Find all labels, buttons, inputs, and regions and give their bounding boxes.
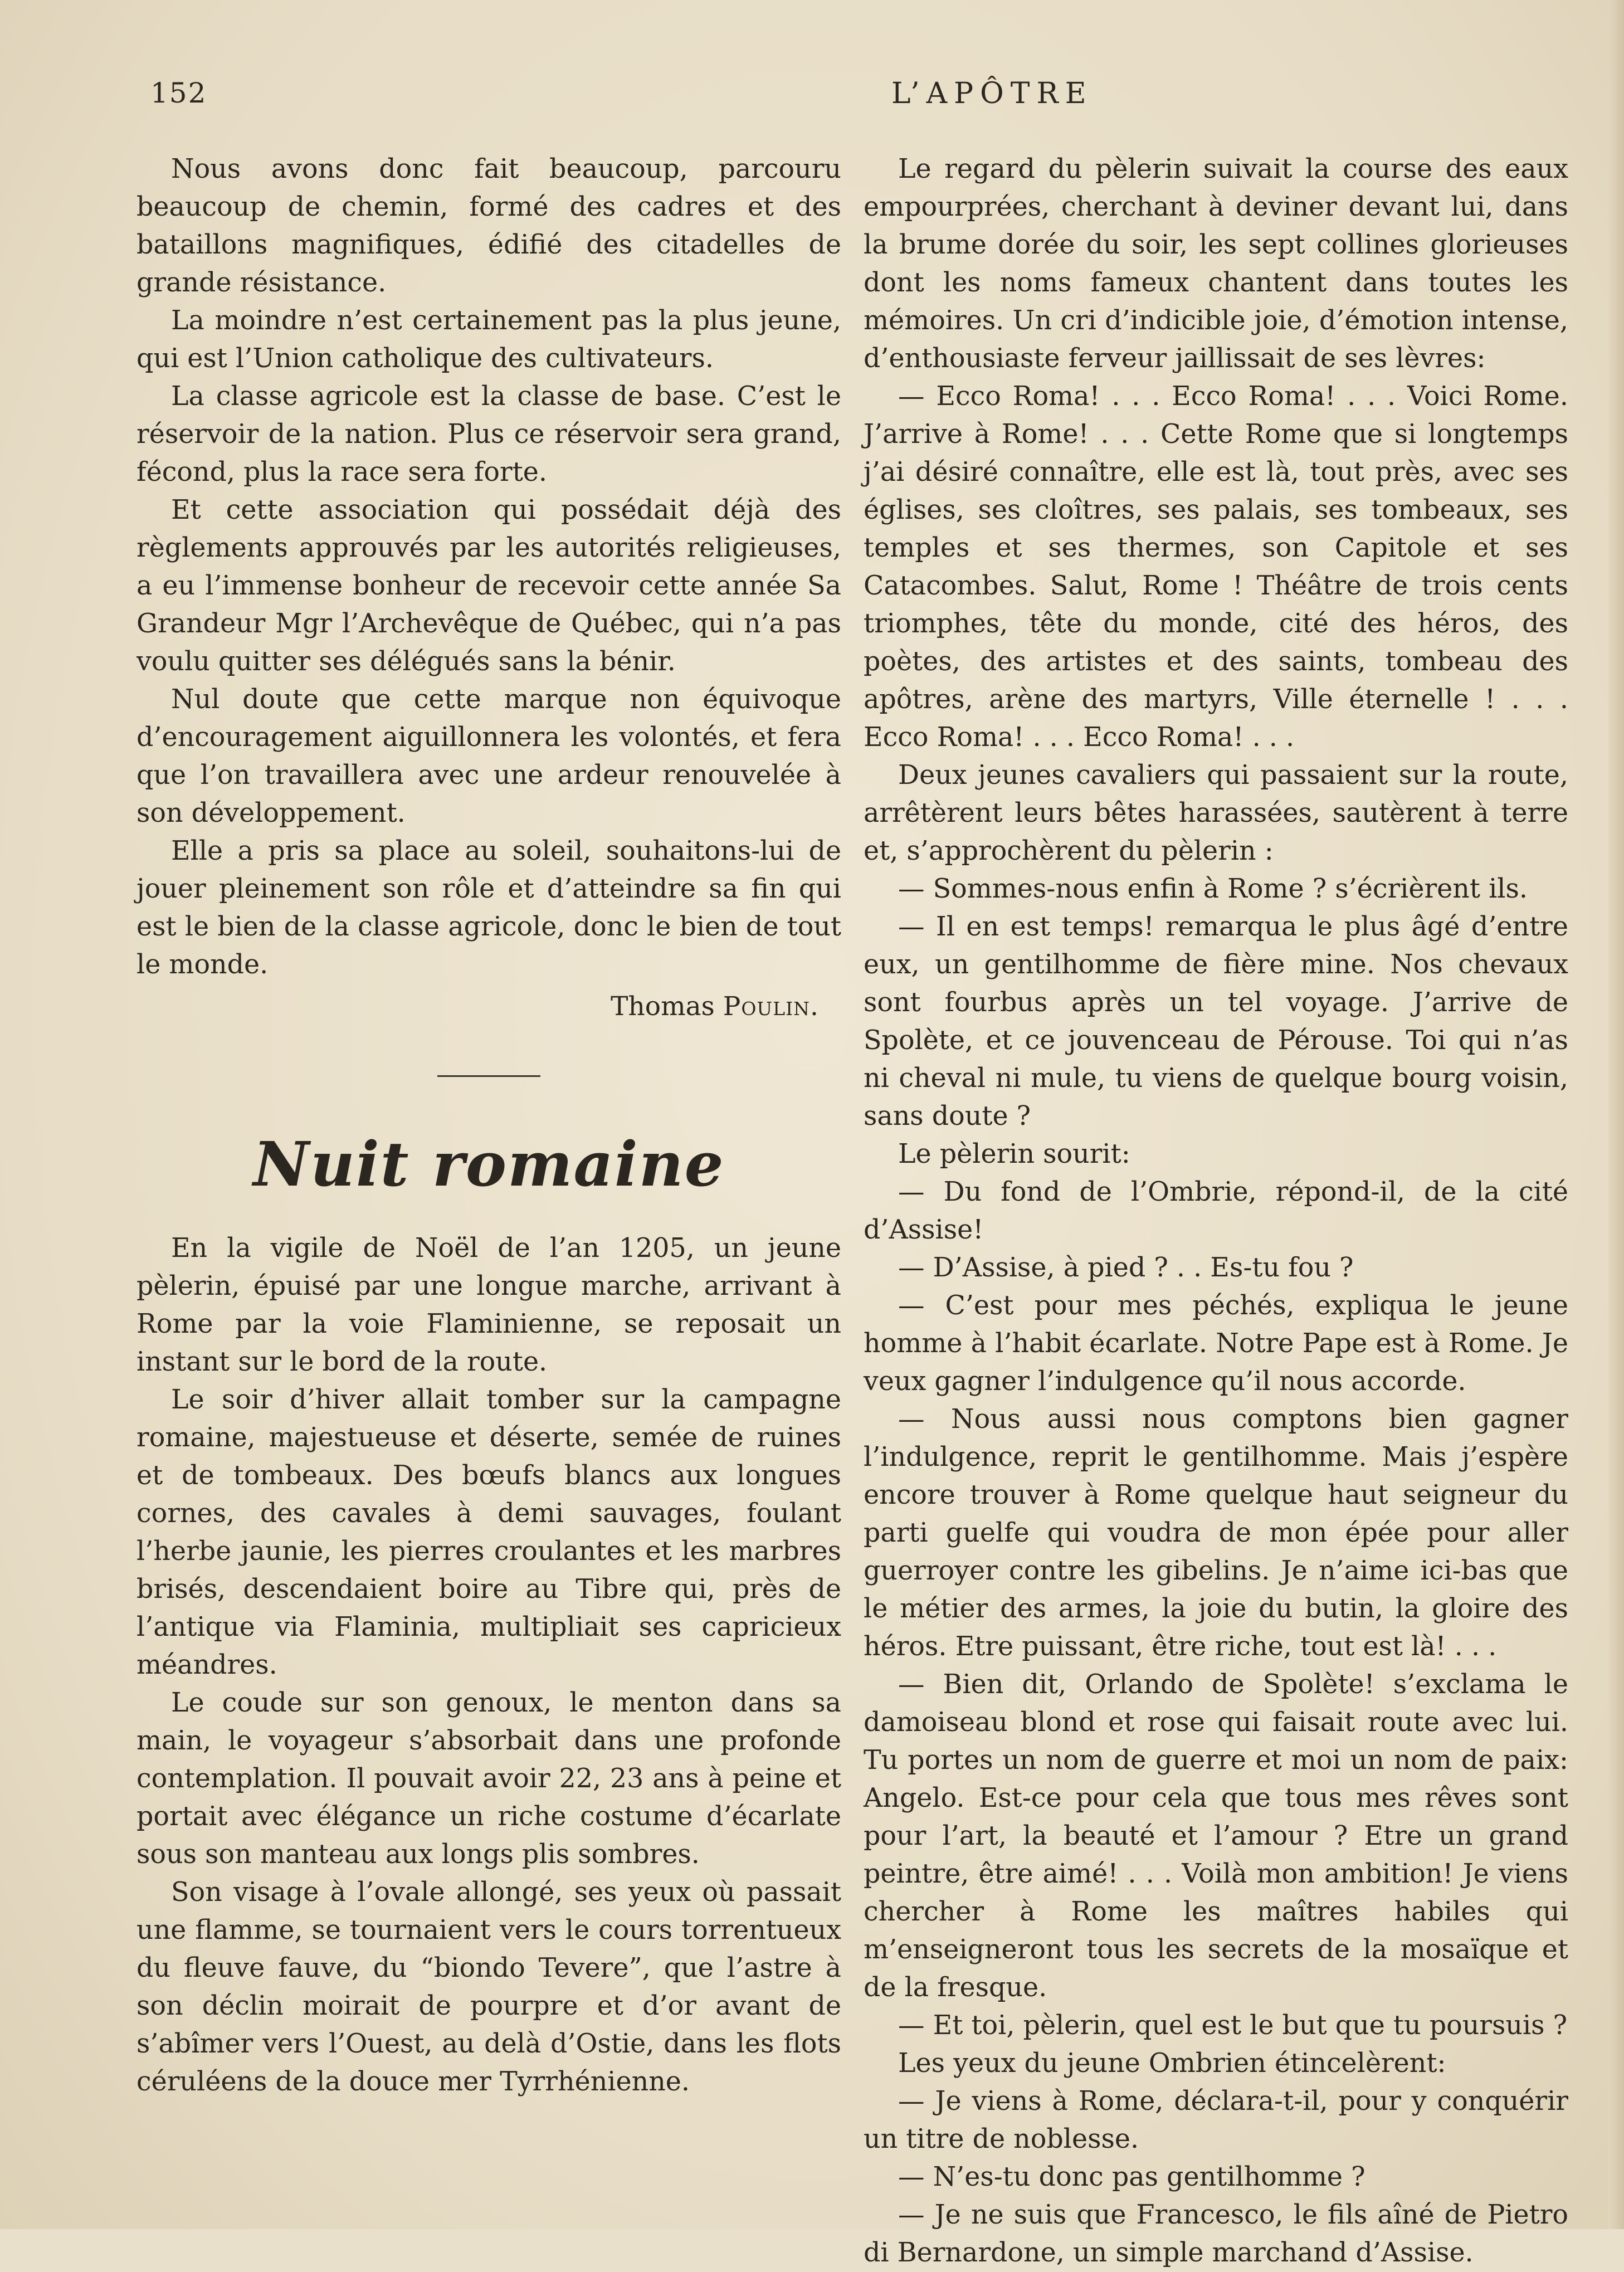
section-title: Nuit romaine bbox=[253, 1128, 725, 1200]
paragraph: La moindre n’est certainement pas la plus jeune, qui est l’Union catholique des cultivateurs. bbox=[136, 305, 841, 374]
paragraph: — Il en est temps! remarqua le plus âgé d’entre eux, un gentilhomme de fière mine. Nos chevaux sont fourbus après un tel voyage. J’arrive de Spolète, et ce jouvenceau de Pérouse. Toi qui n’as ni cheval ni mule, tu viens de quelque bourg voisin, sans doute ? bbox=[864, 911, 1568, 1132]
paragraph: Les yeux du jeune Ombrien étincelèrent: bbox=[898, 2048, 1446, 2079]
paragraph: Nul doute que cette marque non équivoque d’encouragement aiguillonnera les volontés, et fera que l’on travaillera avec une ardeur renouvelée à son développement. bbox=[136, 684, 841, 828]
paragraph: La classe agricole est la classe de base. C’est le réservoir de la nation. Plus ce réservoir sera grand, fécond, plus la race sera forte. bbox=[136, 381, 841, 487]
paragraph: — Bien dit, Orlando de Spolète! s’exclama le damoiseau blond et rose qui faisait route avec lui. Tu portes un nom de guerre et moi un nom de paix: Angelo. Est-ce pour cela que tous mes rêves sont pour l’art, la beauté et l’amour ? Etre un grand peintre, être aimé! . . . Voilà mon ambition! Je viens chercher à Rome les maîtres habiles qui m’enseigneront tous les secrets de la mosaïque et de la fresque. bbox=[864, 1669, 1568, 2003]
author-first-name: Thomas bbox=[611, 991, 715, 1022]
paragraph: Le regard du pèlerin suivait la course des eaux empourprées, cherchant à deviner devant lui, dans la brume dorée du soir, les sept collines glorieuses dont les noms fameux chantent dans toutes les mémoires. Un cri d’indicible joie, d’émotion intense, d’enthousiaste ferveur jaillissait de ses lèvres: bbox=[864, 154, 1568, 374]
paragraph: Elle a pris sa place au soleil, souhaitons-lui de jouer pleinement son rôle et d’atteindre sa fin qui est le bien de la classe agricole, donc le bien de tout le monde. bbox=[136, 836, 841, 980]
paragraph: Et cette association qui possédait déjà des règlements approuvés par les autorités religieuses, a eu l’immense bonheur de recevoir cette année Sa Grandeur Mgr l’Archevêque de Québec, qui n’a pas voulu quitter ses délégués sans la bénir. bbox=[136, 495, 841, 677]
paragraph: — Sommes-nous enfin à Rome ? s’écrièrent ils. bbox=[898, 874, 1528, 904]
paragraph: Le pèlerin sourit: bbox=[898, 1139, 1130, 1169]
left-column bbox=[136, 150, 841, 2101]
paragraph: — Du fond de l’Ombrie, répond-il, de la cité d’Assise! bbox=[864, 1177, 1568, 1245]
section-divider bbox=[437, 1075, 540, 1077]
paragraph: — Et toi, pèlerin, quel est le but que tu poursuis ? bbox=[898, 2010, 1568, 2041]
page-number: 152 bbox=[150, 77, 207, 109]
paragraph: En la vigile de Noël de l’an 1205, un jeune pèlerin, épuisé par une longue marche, arrivant à Rome par la voie Flaminienne, se reposait un instant sur le bord de la route. bbox=[136, 1233, 841, 1377]
paragraph: — N’es-tu donc pas gentilhomme ? bbox=[898, 2162, 1365, 2192]
paragraph: — Je viens à Rome, déclara-t-il, pour y conquérir un titre de noblesse. bbox=[864, 2086, 1568, 2154]
paragraph: — Nous aussi nous comptons bien gagner l’indulgence, reprit le gentilhomme. Mais j’espère encore trouver à Rome quelque haut seigneur du parti guelfe qui voudra de mon épée pour aller guerroyer contre les gibelins. Je n’aime ici-bas que le métier des armes, la joie du butin, la gloire des héros. Etre puissant, être riche, tout est là! . . . bbox=[864, 1404, 1568, 1662]
page-header bbox=[150, 77, 1552, 121]
paragraph: Le coude sur son genoux, le menton dans sa main, le voyageur s’absorbait dans une profonde contemplation. Il pouvait avoir 22, 23 ans à peine et portait avec élégance un riche costume d’écarlate sous son manteau aux longs plis sombres. bbox=[136, 1688, 841, 1870]
paragraph: Nous avons donc fait beaucoup, parcouru beaucoup de chemin, formé des cadres et des bataillons magnifiques, édifié des citadelles de grande résistance. bbox=[136, 154, 841, 298]
right-column bbox=[864, 150, 1568, 2272]
author-last-name: Poulin. bbox=[723, 991, 819, 1022]
paragraph: Le soir d’hiver allait tomber sur la campagne romaine, majestueuse et déserte, semée de ruines et de tombeaux. Des bœufs blancs aux longues cornes, des cavales à demi sauvages, foulant l’herbe jaunie, les pierres croulantes et les marbres brisés, descendaient boire au Tibre qui, près de l’antique via Flaminia, multipliait ses capricieux méandres. bbox=[136, 1384, 841, 1680]
paragraph: — D’Assise, à pied ? . . Es-tu fou ? bbox=[898, 1252, 1354, 1283]
paragraph: — Je ne suis que Francesco, le fils aîné de Pietro di Bernardone, un simple marchand d’Assise. bbox=[864, 2200, 1568, 2268]
paragraph: Son visage à l’ovale allongé, ses yeux où passait une flamme, se tournaient vers le cours torrentueux du fleuve fauve, du “biondo Tevere”, que l’astre à son déclin moirait de pourpre et d’or avant de s’abîmer vers l’Ouest, au delà d’Ostie, dans les flots céruléens de la douce mer Tyrrhénienne. bbox=[136, 1877, 841, 2097]
paragraph: Deux jeunes cavaliers qui passaient sur la route, arrêtèrent leurs bêtes harassées, sautèrent à terre et, s’approchèrent du pèlerin : bbox=[864, 760, 1568, 866]
author-signature bbox=[136, 987, 819, 1026]
paragraph: — C’est pour mes péchés, expliqua le jeune homme à l’habit écarlate. Notre Pape est à Rome. Je veux gagner l’indulgence qu’il nous accorde. bbox=[864, 1290, 1568, 1397]
running-title: L’APÔTRE bbox=[891, 77, 1093, 110]
page-edge-shadow bbox=[1608, 0, 1624, 2229]
paragraph: — Ecco Roma! . . . Ecco Roma! . . . Voici Rome. J’arrive à Rome! . . . Cette Rome que si longtemps j’ai désiré connaître, elle est là, tout près, avec ses églises, ses cloîtres, ses palais, ses tombeaux, ses temples et ses thermes, son Capitole et ses Catacombes. Salut, Rome ! Théâtre de trois cents triomphes, tête du monde, cité des héros, des poètes, des artistes et des saints, tombeau des apôtres, arène des martyrs, Ville éternelle ! . . . Ecco Roma! . . . Ecco Roma! . . . bbox=[864, 381, 1568, 753]
